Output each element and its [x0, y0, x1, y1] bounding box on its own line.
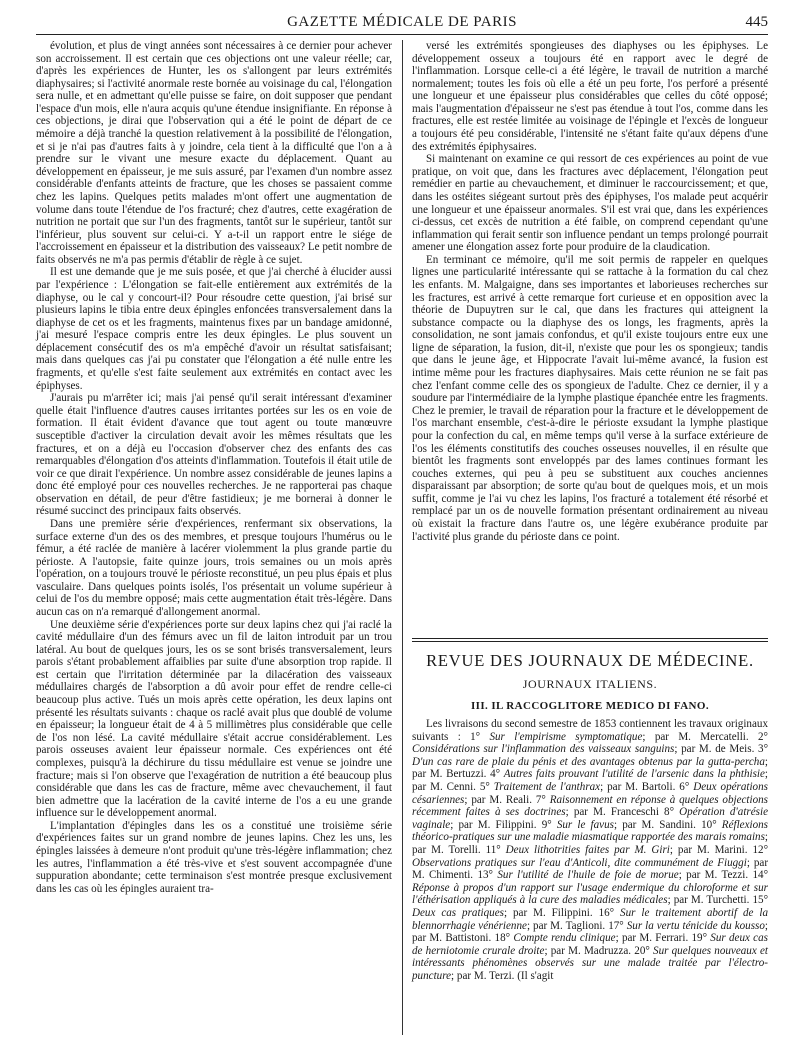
item-number: 7° [535, 793, 546, 806]
item-author: par M. Filippini. [512, 906, 593, 919]
item-number: 11° [485, 843, 501, 856]
item-title: Réflexions théorico-pratiques sur une maladie miasmatique rapportée des marais romains [412, 818, 769, 844]
review-subtitle: JOURNAUX ITALIENS. [522, 677, 658, 691]
item-title: Observations pratiques sur l'eau d'Anticoli, dite communément de Fiuggi [412, 856, 747, 869]
paragraph: évolution, et plus de vingt années sont nécessaires à ce dernier pour achever son accroissement. Il est certain que ces objections ont une valeur réelle; car, d'après les expériences de Hunter, les os s'allongent par leurs extrémités diaphysaires; si l'activité anormale reste bornée au voisinage du cal, l'élongation sera nulle, et en admettant qu'elle puisse se faire, on doit supposer que pendant l'espace d'un mois, elle n'aura acquis qu'une étendue insignifiante. En réponse à ces objections, je dirai que l'observation qui a été le point de départ de ce mémoire a déjà tranché la question relativement à la possibilité de l'élongation, et si je n'ai pas d'autres faits à y joindre, cela tient à la difficulté que l'on a à prendre sur le vivant une mesure exacte du déplacement. Quant au développement en épaisseur, je me suis assuré, par l'examen d'un nombre assez considérable d'enfants atteints de fracture, que les choses se passaient comme chez les lapins. Quelques petits malades m'ont offert une augmentation de volume dans toute l'étendue de l'os fracturé; chez d'autres, cette exagération de nutrition ne portait que sur l'un des fragments, tantôt sur le supérieur, tantôt sur l'inférieur, plus souvent sur celui-ci. Y a-t-il un rapport entre le siége de l'accroissement en épaisseur et la distribution des vaisseaux? Le petit nombre de faits observés ne m'a pas permis d'établir de règle à ce sujet. [36, 40, 392, 266]
item-author: par M. Bartoli. [607, 780, 676, 793]
item-number: 1° [470, 730, 481, 743]
item-title: Deux cas pratiques [412, 906, 504, 919]
item-number: 9° [541, 818, 552, 831]
review-title: REVUE DES JOURNAUX DE MÉDECINE. [426, 651, 754, 670]
item-title: Sur l'empirisme symptomatique [489, 730, 643, 743]
item-author: par M. Filippini. [458, 818, 537, 831]
section-divider-bottom [412, 641, 768, 642]
item-number: 6° [679, 780, 690, 793]
item-author: par M. Mercatelli. [654, 730, 749, 743]
item-title: Considérations sur l'inflammation des vaisseaux sanguins [412, 743, 675, 756]
item-author: par M. Chimenti. [412, 856, 769, 882]
item-author: par M. Battistoni. [412, 932, 492, 945]
paragraph: Si maintenant on examine ce qui ressort de ces expériences au point de vue pratique, on voit que, dans les fractures avec déplacement, l'élongation peut remédier en partie au chevauchement, et diminuer le raccourcissement; et que, dans les ostéites siégeant surtout près des épiphyses, l'os malade peut acquérir une longueur et une épaisseur anormales. S'il est vrai que, dans les expériences ci-dessus, cet excès de nutrition a été faible, on comprend cependant qu'une inflammation qui ferait sentir son influence pendant un temps prolongé pourrait amener une élongation assez forte pour produire de la claudication. [412, 153, 768, 254]
item-title: Sur deux cas de herniotomie crurale droite [412, 932, 768, 957]
item-title: Compte rendu clinique [513, 932, 616, 945]
item-number: 20° [634, 944, 650, 957]
item-number: 16° [598, 906, 615, 919]
item-title: Sur l'utilité de l'huile de foie de morue [497, 869, 679, 882]
item-title: Autres faits prouvant l'utilité de l'arsenic dans la phthisie [503, 768, 765, 781]
paragraph: Dans une première série d'expériences, renfermant six observations, la surface externe d'un des os des membres, et presque toujours l'humérus ou le fémur, a été raclée de manière à lacérer violemment la plus grande partie du périoste. A l'autopsie, faite quinze jours, trois semaines ou un mois après l'opération, on a toujours trouvé le périoste reconstitué, un peu plus épais et plus vasculaire. Dans quelques points isolés, l'os présentait un volume supérieur à celui de l'os du membre opposé; mais cette augmentation était très-légère. Dans aucun cas on n'a remarqué d'allongement anormal. [36, 517, 392, 619]
item-author: par M. Torelli. [412, 843, 481, 856]
review-body [412, 718, 768, 982]
item-title: Raisonnement en réponse à quelques objections récemment faites à ses doctrines [412, 793, 768, 819]
item-author: par M. Madruzza. [550, 944, 632, 957]
paragraph: Il est une demande que je me suis posée, et que j'ai cherché à élucider aussi par l'expérience : L'élongation se fait-elle entièrement aux extrémités de la diaphyse, ou le cal y concourt-il? Pour résoudre cette question, j'ai brisé sur plusieurs lapins le tibia entre deux épingles enfoncées transversalement dans la diaphyse de cet os et les fragments, maintenus fixes par un bandage amidonné, j'ai mesuré l'espace compris entre les deux épingles. Le plus souvent un déplacement consécutif des os m'a empêché d'avoir un résultat satisfaisant; mais dans quelques cas j'ai pu constater que l'élongation a été nulle entre les fragments, et qu'elle s'est faite seulement aux extrémités en contact avec les épiphyses. [36, 266, 392, 392]
item-title: Sur quelques nouveaux et intéressants phénomènes observés sur une malade traitée par l'électro-puncture [412, 944, 768, 982]
item-author: par M. Franceschi [573, 806, 659, 819]
item-number: 8° [664, 806, 675, 819]
item-number: 12° [752, 843, 768, 856]
item-author: par M. Sandini. [622, 818, 696, 831]
left-column [36, 40, 392, 895]
review-section-heading: III. IL RACCOGLITORE MEDICO DI FANO. [471, 700, 709, 712]
item-author: par M. Ferrari. [621, 932, 689, 945]
item-author: par M. Terzi. (Il s'agit [456, 969, 554, 982]
item-title: Traitement de l'anthrax [493, 780, 601, 793]
column-divider [402, 40, 403, 1035]
item-number: 18° [494, 932, 511, 945]
paragraph: L'implantation d'épingles dans les os a constitué une troisième série d'expériences faites sur un grand nombre de jeunes lapins. Chez les uns, les épingles laissées à demeure n'ont produit qu'une très-légère inflammation; chez les autres, l'inflammation a été très-vive et s'est souvent accompagnée d'une suppuration abondante; cette terminaison s'est montrée presque exclusivement dans les cas où les épingles auraient tra- [36, 819, 392, 895]
item-number: 13° [477, 869, 493, 882]
item-author: par M. Tezzi. [686, 869, 749, 882]
item-number: 3° [758, 743, 768, 756]
right-column [412, 40, 768, 543]
item-number: 17° [608, 919, 624, 932]
page-header [36, 10, 768, 35]
item-number: 10° [701, 818, 717, 831]
review-paragraph: Les livraisons du second semestre de 1853 contiennent les travaux originaux suivants : 1° Sur l'empirisme symptomatique; par M. Mercatelli. 2° Considérations sur l'inflammation des vaisseaux sanguins; par M. de Meis. 3° D'un cas rare de plaie du pénis et des avantages obtenus par la gutta-percha; par M. Bertuzzi. 4° Autres faits prouvant l'utilité de l'arsenic dans la phthisie; par M. Cenni. 5° Traitement de l'anthrax; par M. Bartoli. 6° Deux opérations césariennes; par M. Reali. 7° Raisonnement en réponse à quelques objections récemment faites à ses doctrines; par M. Franceschi 8° Opération d'atrésie vaginale; par M. Filippini. 9° Sur le favus; par M. Sandini. 10° Réflexions théorico-pratiques sur une maladie miasmatique rapportée des marais romains; par M. Torelli. 11° Deux lithotrities faites par M. Giri; par M. Marini. 12° Observations pratiques sur l'eau d'Anticoli, dite communément de Fiuggi; par M. Chimenti. 13° Sur l'utilité de l'huile de foie de morue; par M. Tezzi. 14° Réponse à propos d'un rapport sur l'usage endermique du chloroforme et sur l'éthérisation appliqués à la cure des maladies médicales; par M. Turchetti. 15° Deux cas pratiques; par M. Filippini. 16° Sur le traitement abortif de la blennorrhagie vénérienne; par M. Taglioni. 17° Sur la vertu ténicide du kousso; par M. Battistoni. 18° Compte rendu clinique; par M. Ferrari. 19° Sur deux cas de herniotomie crurale droite; par M. Madruzza. 20° Sur quelques nouveaux et intéressants phénomènes observés sur une malade traitée par l'électro-puncture; par M. Terzi. (Il s'agit [412, 718, 769, 982]
page-number: 445 [745, 14, 768, 30]
item-author: par M. Marini. [677, 843, 748, 856]
item-author: par M. Taglioni. [533, 919, 606, 932]
item-title: D'un cas rare de plaie du pénis et des avantages obtenus par la gutta-percha [412, 755, 765, 768]
item-number: 4° [490, 768, 501, 781]
item-title: Deux lithotrities faites par M. Giri [505, 843, 670, 856]
paragraph: versé les extrémités spongieuses des diaphyses ou les épiphyses. Le développement osseux a toujours été en rapport avec le degré de l'inflammation. Lorsque celle-ci a été légère, le travail de nutrition a marché normalement; toutes les fois où elle a été un peu forte, l'os perforé a présenté une longueur et une épaisseur plus considérables que celles du côté opposé; mais l'augmentation d'épaisseur ne s'est pas étendue à tout l'os, comme dans les fractures, elle est restée limitée au voisinage de l'épingle et l'excès de longueur a toujours été peu considérable, l'intensité ne s'étant faite qu'aux dépens d'une des extrémités épiphysaires. [412, 40, 768, 153]
item-author: par M. de Meis. [681, 743, 755, 756]
item-author: par M. Reali. [471, 793, 533, 806]
item-number: 2° [758, 730, 768, 743]
item-number: 19° [691, 932, 708, 945]
item-title: Sur le favus [556, 818, 614, 831]
item-author: par M. Bertuzzi. [412, 768, 487, 781]
review-intro: Les livraisons du second semestre de 1853 contiennent les travaux originaux suivants : [412, 718, 768, 743]
item-title: Réponse à propos d'un rapport sur l'usage endermique du chloroforme et sur l'éthérisation appliqués à la cure des maladies médicales [412, 881, 768, 907]
section-divider-top [412, 638, 768, 639]
running-title: GAZETTE MÉDICALE DE PARIS [287, 14, 517, 30]
paragraph: Une deuxième série d'expériences porte sur deux lapins chez qui j'ai raclé la cavité médullaire d'un des fémurs avec un fil de laiton introduit par un trou latéral. Au bout de quelques jours, les os se sont brisés transversalement, leurs parois s'étant probablement affaiblies par suite d'une absorption trop rapide. Il est certain que l'irritation déterminée par la dilacération des vaisseaux médullaires chargés de l'absorption a dû avoir pour effet de rendre celle-ci beaucoup plus active. Tués un mois après cette opération, les deux lapins ont présenté les résultats suivants : chaque os raclé avait plus que doublé de volume en épaisseur; la longueur était de 4 à 5 millimètres plus considérable que celle de l'os non lésé. La cavité médullaire s'était accrue considérablement. Les parois osseuses avaient leur épaisseur normale. Ces expériences ont été complexes, puisqu'à la déchirure du tissu médullaire est venue se joindre une fracture; mais si l'on observe que l'exagération de nutrition a été beaucoup plus considérable que dans les cas de fracture, même avec chevauchement, il faut bien admettre que la lacération de la cavité interne de l'os a eu une grande influence sur le développement anormal. [36, 618, 392, 820]
paragraph: En terminant ce mémoire, qu'il me soit permis de rappeler en quelques lignes une particularité intéressante qui se rattache à la formation du cal chez les enfants. M. Malgaigne, dans ses importantes et laborieuses recherches sur les fractures, est arrivé à cette remarque fort curieuse et en opposition avec la théorie de Dupuytren sur le cal, que dans les fractures qui atteignent la substance compacte ou la diaphyse des os longs, les fragments, après la consolidation, ne sont jamais confondus, et qu'il existe toujours entre eux une ligne de séparation, la fusion, dit-il, n'existe que pour les os spongieux; tandis que dans le jeune âge, et Hippocrate l'avait lui-même avancé, la fusion est intime même pour les fractures diaphysaires. Mais cette réunion ne se fait pas chez l'enfant comme celle des os spongieux de l'adulte. Chez ce dernier, il y a soudure par l'intermédiaire de la lymphe plastique épanchée entre les fragments. Chez le premier, le travail de réparation pour la fracture et le développement de l'os marchant ensemble, c'est-à-dire le périoste exsudant la lymphe plastique pour la confection du cal, en même temps qu'il verse à la surface extérieure de l'os les éléments constitutifs des couches osseuses nouvelles, il en résulte que bientôt les fragments sont enveloppés par des lames continues formant les couches externes, qui peu à peu se substituent aux couches anciennes disparaissant par absorption; de sorte qu'au bout de quelques mois, et un mois suffit, comme je l'ai vu chez les lapins, l'os fracturé a totalement été résorbé et remplacé par un os de nouvelle formation présentant ordinairement au niveau où existait la fracture dans l'autre os, une légère exubérance produite par l'activité plus grande du périoste dans ce point. [412, 253, 768, 543]
item-title: Sur le traitement abortif de la blennorrhagie vénérienne [412, 906, 768, 932]
item-title: Opération d'atrésie vaginale [412, 806, 768, 831]
paragraph: J'aurais pu m'arrêter ici; mais j'ai pensé qu'il serait intéressant d'examiner quelle était l'influence d'autres causes irritantes portées sur les os en voie de formation. Il était évident d'avance que tout agent ou toute manœuvre susceptible d'activer la circulation devait avoir les mêmes résultats que les fractures, et on a déjà eu l'occasion d'observer chez des enfants des cas remarquables d'élongation d'os atteints d'inflammation. Toutefois il était utile de voir ce que dirait l'expérience. Un nombre assez considérable de jeunes lapins a donc été employé pour ces nouvelles recherches. Je ne rapporterai pas chaque observation en détail, de peur d'être fastidieux; je me bornerai à donner le résumé succinct des principaux faits observés. [36, 392, 392, 518]
item-author: par M. Turchetti. [673, 894, 750, 907]
item-title: Deux opérations césariennes [412, 780, 768, 806]
item-title: Sur la vertu ténicide du kousso [626, 919, 765, 932]
item-number: 14° [752, 869, 769, 882]
item-author: par M. Cenni. [412, 780, 476, 793]
item-number: 5° [479, 780, 490, 793]
item-number: 15° [752, 894, 768, 907]
